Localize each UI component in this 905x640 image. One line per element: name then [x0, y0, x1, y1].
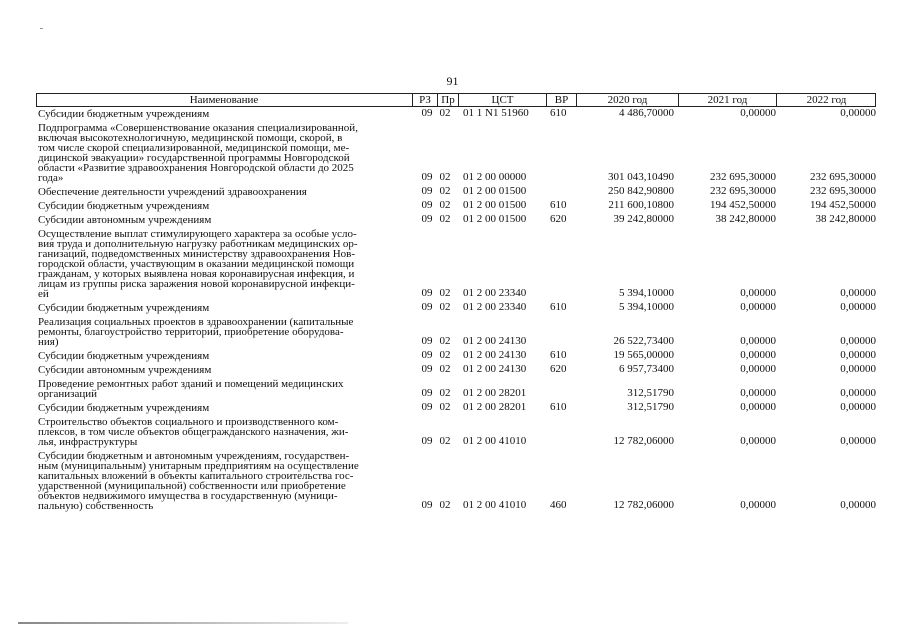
row-pr: 02	[439, 185, 451, 197]
row-2020: 5 394,10000	[619, 301, 674, 313]
table-row	[36, 201, 876, 211]
table-row	[36, 351, 876, 361]
row-cst: 01 2 00 23340	[463, 301, 527, 313]
row-rz: 09	[421, 401, 433, 413]
header-name: Наименование	[189, 94, 259, 106]
row-pr: 02	[439, 107, 451, 119]
row-name: Субсидии автономным учреждениям	[38, 214, 212, 226]
row-name: Проведение ремонтных работ зданий и помещений медицинских организаций	[38, 378, 344, 400]
row-2020: 5 394,10000	[619, 287, 674, 299]
row-2021: 0,00000	[740, 335, 776, 347]
table-row	[36, 187, 876, 197]
header-rz: РЗ	[412, 93, 437, 107]
row-2021: 0,00000	[740, 435, 776, 447]
row-2020: 211 600,10800	[608, 199, 674, 211]
row-pr: 02	[439, 199, 451, 211]
row-2022: 0,00000	[840, 401, 876, 413]
row-rz: 09	[421, 107, 433, 119]
row-rz: 09	[421, 185, 433, 197]
row-2021: 232 695,30000	[710, 185, 776, 197]
row-rz: 09	[421, 349, 433, 361]
row-2020: 312,51790	[627, 387, 674, 399]
row-name: Реализация социальных проектов в здравоохранении (капитальные ремонты, благоустройство территорий, приобретение оборудова- ния)	[38, 316, 354, 348]
row-2022: 0,00000	[840, 499, 876, 511]
row-2021: 194 452,50000	[710, 199, 776, 211]
row-vr: 610	[550, 107, 567, 119]
row-name: Субсидии бюджетным учреждениям	[38, 108, 210, 120]
row-vr: 610	[550, 301, 567, 313]
row-rz: 09	[421, 435, 433, 447]
row-2021: 232 695,30000	[710, 171, 776, 183]
row-name: Субсидии автономным учреждениям	[38, 364, 212, 376]
row-rz: 09	[421, 287, 433, 299]
scan-edge-line	[18, 622, 348, 624]
row-rz: 09	[421, 213, 433, 225]
row-2022: 0,00000	[840, 349, 876, 361]
header-2020: 2020 год	[576, 93, 678, 107]
table-row	[36, 229, 876, 299]
row-vr: 460	[550, 499, 567, 511]
row-rz: 09	[421, 335, 433, 347]
row-name: Субсидии бюджетным учреждениям	[38, 402, 210, 414]
row-cst: 01 1 N1 51960	[463, 107, 529, 119]
row-name: Субсидии бюджетным и автономным учреждениям, государствен- ным (муниципальным) унитарным предприятиям на осуществление капитальных вложений в объекты капитального строительства гос- ударственной (муниципальной) собственности или приобретение объектов недвижимого имущества в государственную (муници- пальную) собственность	[38, 450, 359, 512]
table-body	[36, 109, 876, 511]
row-name: Субсидии бюджетным учреждениям	[38, 302, 210, 314]
row-cst: 01 2 00 00000	[463, 171, 527, 183]
table-row	[36, 317, 876, 347]
row-2020: 26 522,73400	[613, 335, 674, 347]
row-2020: 250 842,90800	[608, 185, 674, 197]
row-2021: 0,00000	[740, 363, 776, 375]
row-pr: 02	[439, 435, 451, 447]
row-2021: 38 242,80000	[715, 213, 776, 225]
row-2022: 0,00000	[840, 363, 876, 375]
row-2022: 232 695,30000	[810, 171, 876, 183]
row-2020: 19 565,00000	[613, 349, 674, 361]
row-cst: 01 2 00 24130	[463, 349, 527, 361]
row-cst: 01 2 00 41010	[463, 435, 527, 447]
row-name: Осуществление выплат стимулирующего характера за особые усло- вия труда и дополнительную нагрузку работникам медицинских ор- ганизаций, подведомственных министерству здравоохранения Нов- городской области, участвующим в оказании медицинской помощи гражданам, у которых выявлена новая коронавирусная инфекция, и лицам из группы риска заражения новой коронавирусной инфекци- ей	[38, 228, 358, 300]
row-name: Строительство объектов социального и производственного ком- плексов, в том числе объектов общегражданского назначения, жи- лья, инфраструктуры	[38, 416, 349, 448]
row-name: Субсидии бюджетным учреждениям	[38, 350, 210, 362]
row-2020: 12 782,06000	[613, 435, 674, 447]
row-pr: 02	[439, 171, 451, 183]
row-name: Подпрограмма «Совершенствование оказания специализированной, включая высокотехнологичную, медицинской помощи, скорой, в том числе скорой специализированной, медицинской помощи, ме- дицинской эвакуации» государственной программы Новгородской области «Развитие здравоохранения Новгородской области до 2025 года»	[38, 122, 358, 184]
row-2020: 301 043,10490	[608, 171, 674, 183]
row-2021: 0,00000	[740, 287, 776, 299]
row-2022: 232 695,30000	[810, 185, 876, 197]
row-2022: 0,00000	[840, 107, 876, 119]
page-number: 91	[446, 74, 459, 88]
row-2021: 0,00000	[740, 349, 776, 361]
row-cst: 01 2 00 24130	[463, 335, 527, 347]
row-vr: 610	[550, 349, 567, 361]
row-pr: 02	[439, 213, 451, 225]
row-2020: 4 486,70000	[619, 107, 674, 119]
row-2022: 0,00000	[840, 435, 876, 447]
row-cst: 01 2 00 24130	[463, 363, 527, 375]
row-cst: 01 2 00 01500	[463, 213, 527, 225]
row-pr: 02	[439, 287, 451, 299]
row-pr: 02	[439, 363, 451, 375]
row-cst: 01 2 00 01500	[463, 199, 527, 211]
table-row	[36, 215, 876, 225]
row-cst: 01 2 00 28201	[463, 401, 527, 413]
row-2022: 38 242,80000	[815, 213, 876, 225]
row-vr: 620	[550, 363, 567, 375]
row-pr: 02	[439, 499, 451, 511]
row-rz: 09	[421, 171, 433, 183]
scan-speck	[40, 28, 43, 29]
row-pr: 02	[439, 301, 451, 313]
table-row	[36, 379, 876, 399]
header-2022: 2022 год	[776, 93, 876, 107]
row-rz: 09	[421, 199, 433, 211]
row-2020: 39 242,80000	[613, 213, 674, 225]
row-rz: 09	[421, 301, 433, 313]
row-pr: 02	[439, 335, 451, 347]
row-name: Обеспечение деятельности учреждений здравоохранения	[38, 186, 307, 198]
table-row	[36, 365, 876, 375]
row-rz: 09	[421, 387, 433, 399]
row-2020: 12 782,06000	[613, 499, 674, 511]
table-row	[36, 123, 876, 183]
header-vr: ВР	[546, 93, 576, 107]
row-cst: 01 2 00 23340	[463, 287, 527, 299]
table-row	[36, 417, 876, 447]
row-cst: 01 2 00 28201	[463, 387, 527, 399]
row-2022: 194 452,50000	[810, 199, 876, 211]
table-row	[36, 303, 876, 313]
row-cst: 01 2 00 41010	[463, 499, 527, 511]
row-2021: 0,00000	[740, 107, 776, 119]
row-rz: 09	[421, 499, 433, 511]
header-cst: ЦСТ	[458, 93, 546, 107]
row-2020: 6 957,73400	[619, 363, 674, 375]
row-2021: 0,00000	[740, 387, 776, 399]
header-pr: Пр	[437, 93, 458, 107]
row-2021: 0,00000	[740, 499, 776, 511]
row-pr: 02	[439, 349, 451, 361]
table-header	[36, 93, 876, 107]
table-row	[36, 451, 876, 511]
row-name: Субсидии бюджетным учреждениям	[38, 200, 210, 212]
row-vr: 620	[550, 213, 567, 225]
row-vr: 610	[550, 401, 567, 413]
row-rz: 09	[421, 363, 433, 375]
row-2022: 0,00000	[840, 287, 876, 299]
row-2022: 0,00000	[840, 301, 876, 313]
row-2021: 0,00000	[740, 401, 776, 413]
header-2021: 2021 год	[678, 93, 776, 107]
row-pr: 02	[439, 401, 451, 413]
row-cst: 01 2 00 01500	[463, 185, 527, 197]
row-2021: 0,00000	[740, 301, 776, 313]
row-vr: 610	[550, 199, 567, 211]
row-2020: 312,51790	[627, 401, 674, 413]
row-2022: 0,00000	[840, 387, 876, 399]
table-row	[36, 403, 876, 413]
row-pr: 02	[439, 387, 451, 399]
table-row	[36, 109, 876, 119]
row-2022: 0,00000	[840, 335, 876, 347]
